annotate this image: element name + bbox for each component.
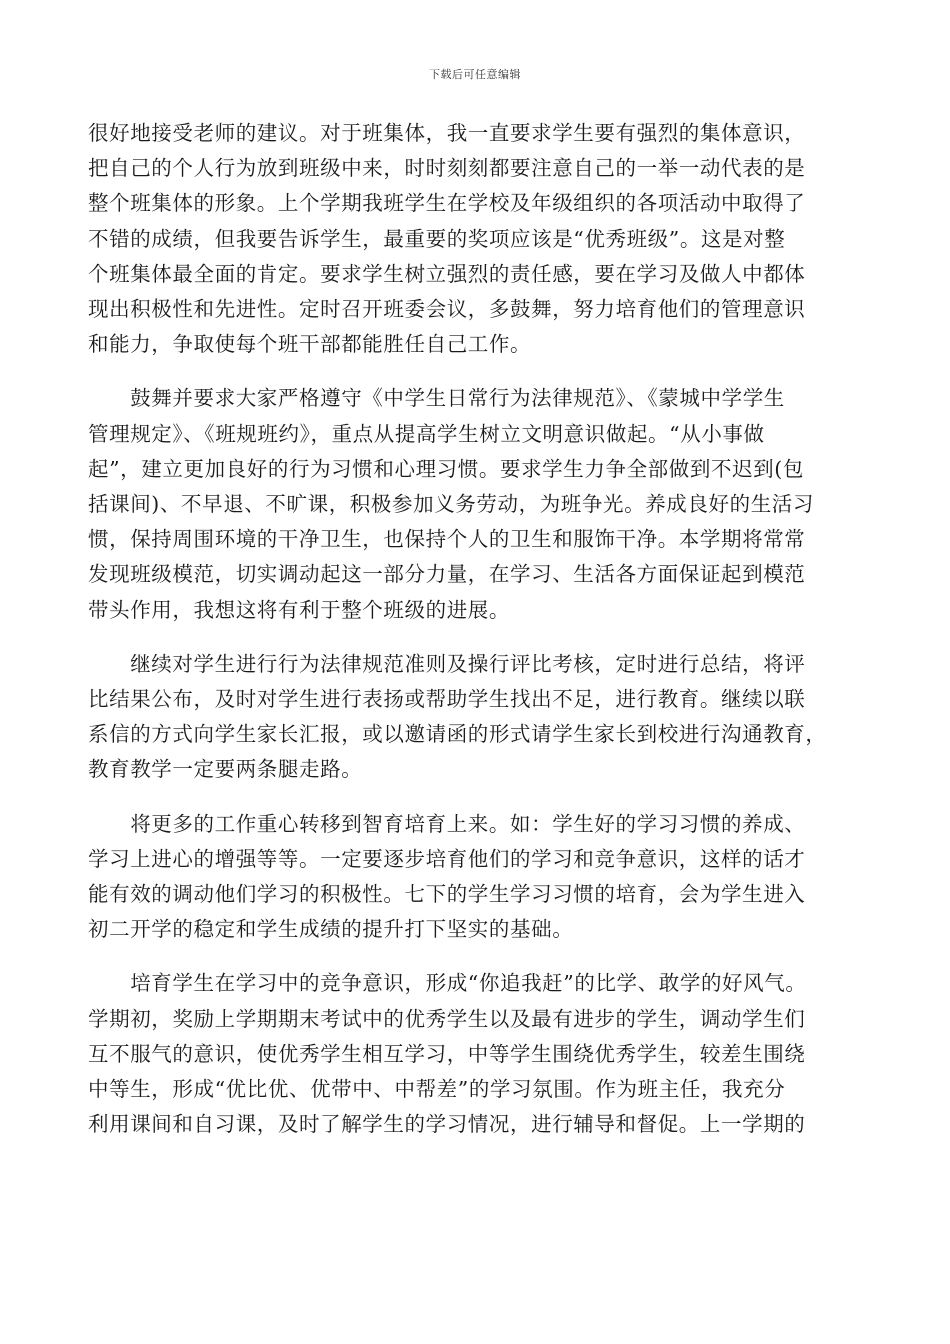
text-line: 括课间)、不早退、不旷课，积极参加义务劳动，为班争光。养成良好的生活习 (88, 492, 814, 517)
paragraph-5 (88, 966, 863, 1142)
text-line: 培育学生在学习中的竞争意识，形成“你追我赶”的比学、敢学的好风气。 (88, 971, 807, 996)
text-line: 利用课间和自习课，及时了解学生的学习情况，进行辅导和督促。上一学期的 (88, 1112, 806, 1137)
text-line: 整个班集体的形象。上个学期我班学生在学校及年级组织的各项活动中取得了 (88, 191, 806, 216)
text-line: 管理规定》、《班规班约》，重点从提高学生树立文明意识做起。“从小事做 (88, 421, 765, 446)
text-line: 比结果公布，及时对学生进行表扬或帮助学生找出不足，进行教育。继续以联 (88, 687, 806, 712)
text-line: 互不服气的意识，使优秀学生相互学习，中等学生围绕优秀学生，较差生围绕 (88, 1041, 806, 1066)
text-line: 学习上进心的增强等等。一定要逐步培育他们的学习和竞争意识，这样的话才 (88, 846, 806, 871)
paragraph-2 (88, 381, 863, 627)
text-line: 很好地接受老师的建议。对于班集体，我一直要求学生要有强烈的集体意识， (88, 121, 806, 145)
text-line: 初二开学的稳定和学生成绩的提升打下坚实的基础。 (88, 917, 574, 942)
text-line: 不错的成绩，但我要告诉学生，最重要的奖项应该是“优秀班级”。这是对整 (88, 226, 786, 251)
text-line: 惯，保持周围环境的干净卫生，也保持个人的卫生和服饰干净。本学期将常常 (88, 527, 806, 552)
text-line: 带头作用，我想这将有利于整个班级的进展。 (88, 597, 510, 622)
text-line: 发现班级模范，切实调动起这一部分力量，在学习、生活各方面保证起到模范 (88, 562, 806, 587)
text-line: 起”，建立更加良好的行为习惯和心理习惯。要求学生力争全部做到不迟到(包 (88, 456, 804, 481)
text-line: 把自己的个人行为放到班级中来，时时刻刻都要注意自己的一举一动代表的是 (88, 156, 806, 181)
text-line: 个班集体最全面的肯定。要求学生树立强烈的责任感，要在学习及做人中都体 (88, 261, 806, 286)
text-line: 学期初，奖励上学期期末考试中的优秀学生以及最有进步的学生，调动学生们 (88, 1006, 806, 1031)
text-line: 教育教学一定要两条腿走路。 (88, 757, 363, 782)
paragraph-3 (88, 647, 863, 788)
text-line: 能有效的调动他们学习的积极性。七下的学生学习习惯的培育，会为学生进入 (88, 882, 806, 907)
text-line: 鼓舞并要求大家严格遵守《中学生日常行为法律规范》、《蒙城中学学生 (88, 386, 785, 411)
paragraph-4 (88, 807, 863, 948)
text-line: 现出积极性和先进性。定时召开班委会议，多鼓舞，努力培育他们的管理意识 (88, 297, 806, 322)
text-line: 系信的方式向学生家长汇报，或以邀请函的形式请学生家长到校进行沟通教育， (88, 722, 827, 747)
text-line: 中等生，形成“优比优、优带中、中帮差”的学习氛围。作为班主任，我充分 (88, 1077, 786, 1102)
page-header: 下载后可任意编辑 (429, 68, 521, 81)
text-line: 将更多的工作重心转移到智育培育上来。如：学生好的学习习惯的养成、 (88, 811, 806, 836)
text-line: 和能力，争取使每个班干部都能胜任自己工作。 (88, 332, 532, 357)
document-body (88, 116, 863, 1161)
text-line: 继续对学生进行行为法律规范准则及操行评比考核，定时进行总结，将评 (88, 651, 806, 676)
paragraph-1 (88, 116, 863, 362)
